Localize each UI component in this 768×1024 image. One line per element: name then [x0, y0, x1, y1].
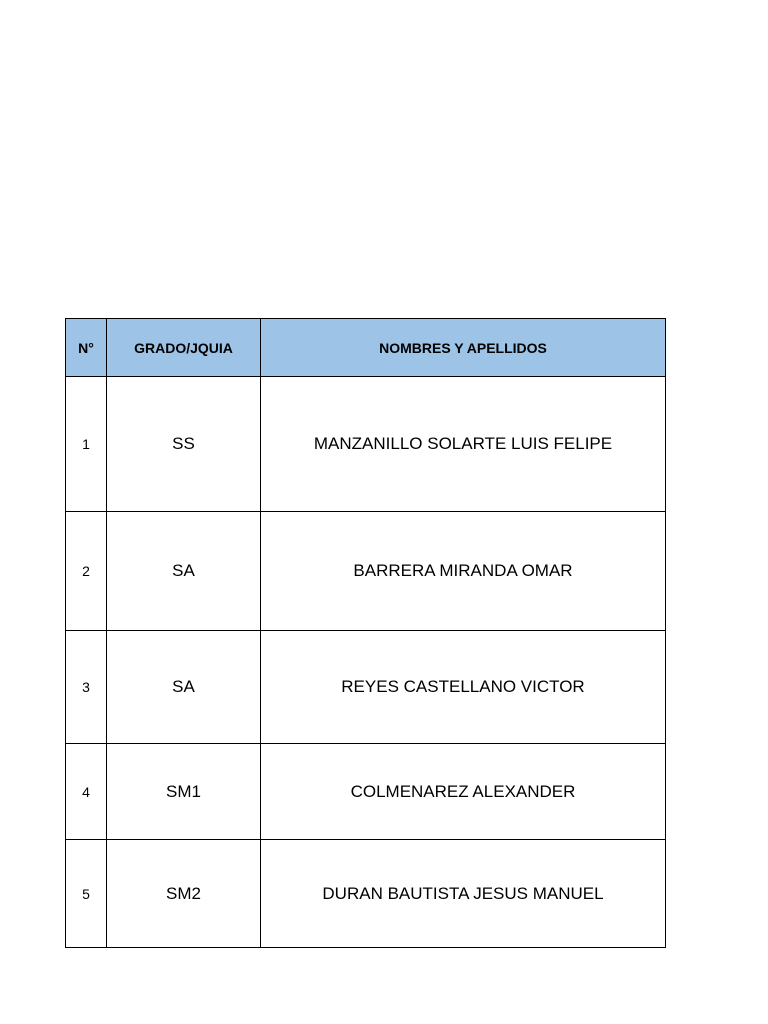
table-row: [66, 840, 666, 948]
table-row: [66, 512, 666, 631]
row-grade: SM2: [107, 840, 261, 948]
table-row: [66, 631, 666, 744]
header-number: N°: [66, 319, 107, 377]
table-body: [66, 377, 666, 948]
row-number: 5: [66, 840, 107, 948]
header-row: [66, 319, 666, 377]
row-grade: SA: [107, 631, 261, 744]
roster-table: [65, 318, 666, 948]
row-number: 1: [66, 377, 107, 512]
table-header: [66, 319, 666, 377]
row-grade: SS: [107, 377, 261, 512]
row-name: BARRERA MIRANDA OMAR: [261, 512, 666, 631]
row-name: MANZANILLO SOLARTE LUIS FELIPE: [261, 377, 666, 512]
row-number: 3: [66, 631, 107, 744]
table-row: [66, 377, 666, 512]
header-name: NOMBRES Y APELLIDOS: [261, 319, 666, 377]
table-row: [66, 744, 666, 840]
row-name: DURAN BAUTISTA JESUS MANUEL: [261, 840, 666, 948]
header-grade: GRADO/JQUIA: [107, 319, 261, 377]
row-name: REYES CASTELLANO VICTOR: [261, 631, 666, 744]
row-grade: SM1: [107, 744, 261, 840]
row-number: 4: [66, 744, 107, 840]
row-name: COLMENAREZ ALEXANDER: [261, 744, 666, 840]
row-number: 2: [66, 512, 107, 631]
row-grade: SA: [107, 512, 261, 631]
